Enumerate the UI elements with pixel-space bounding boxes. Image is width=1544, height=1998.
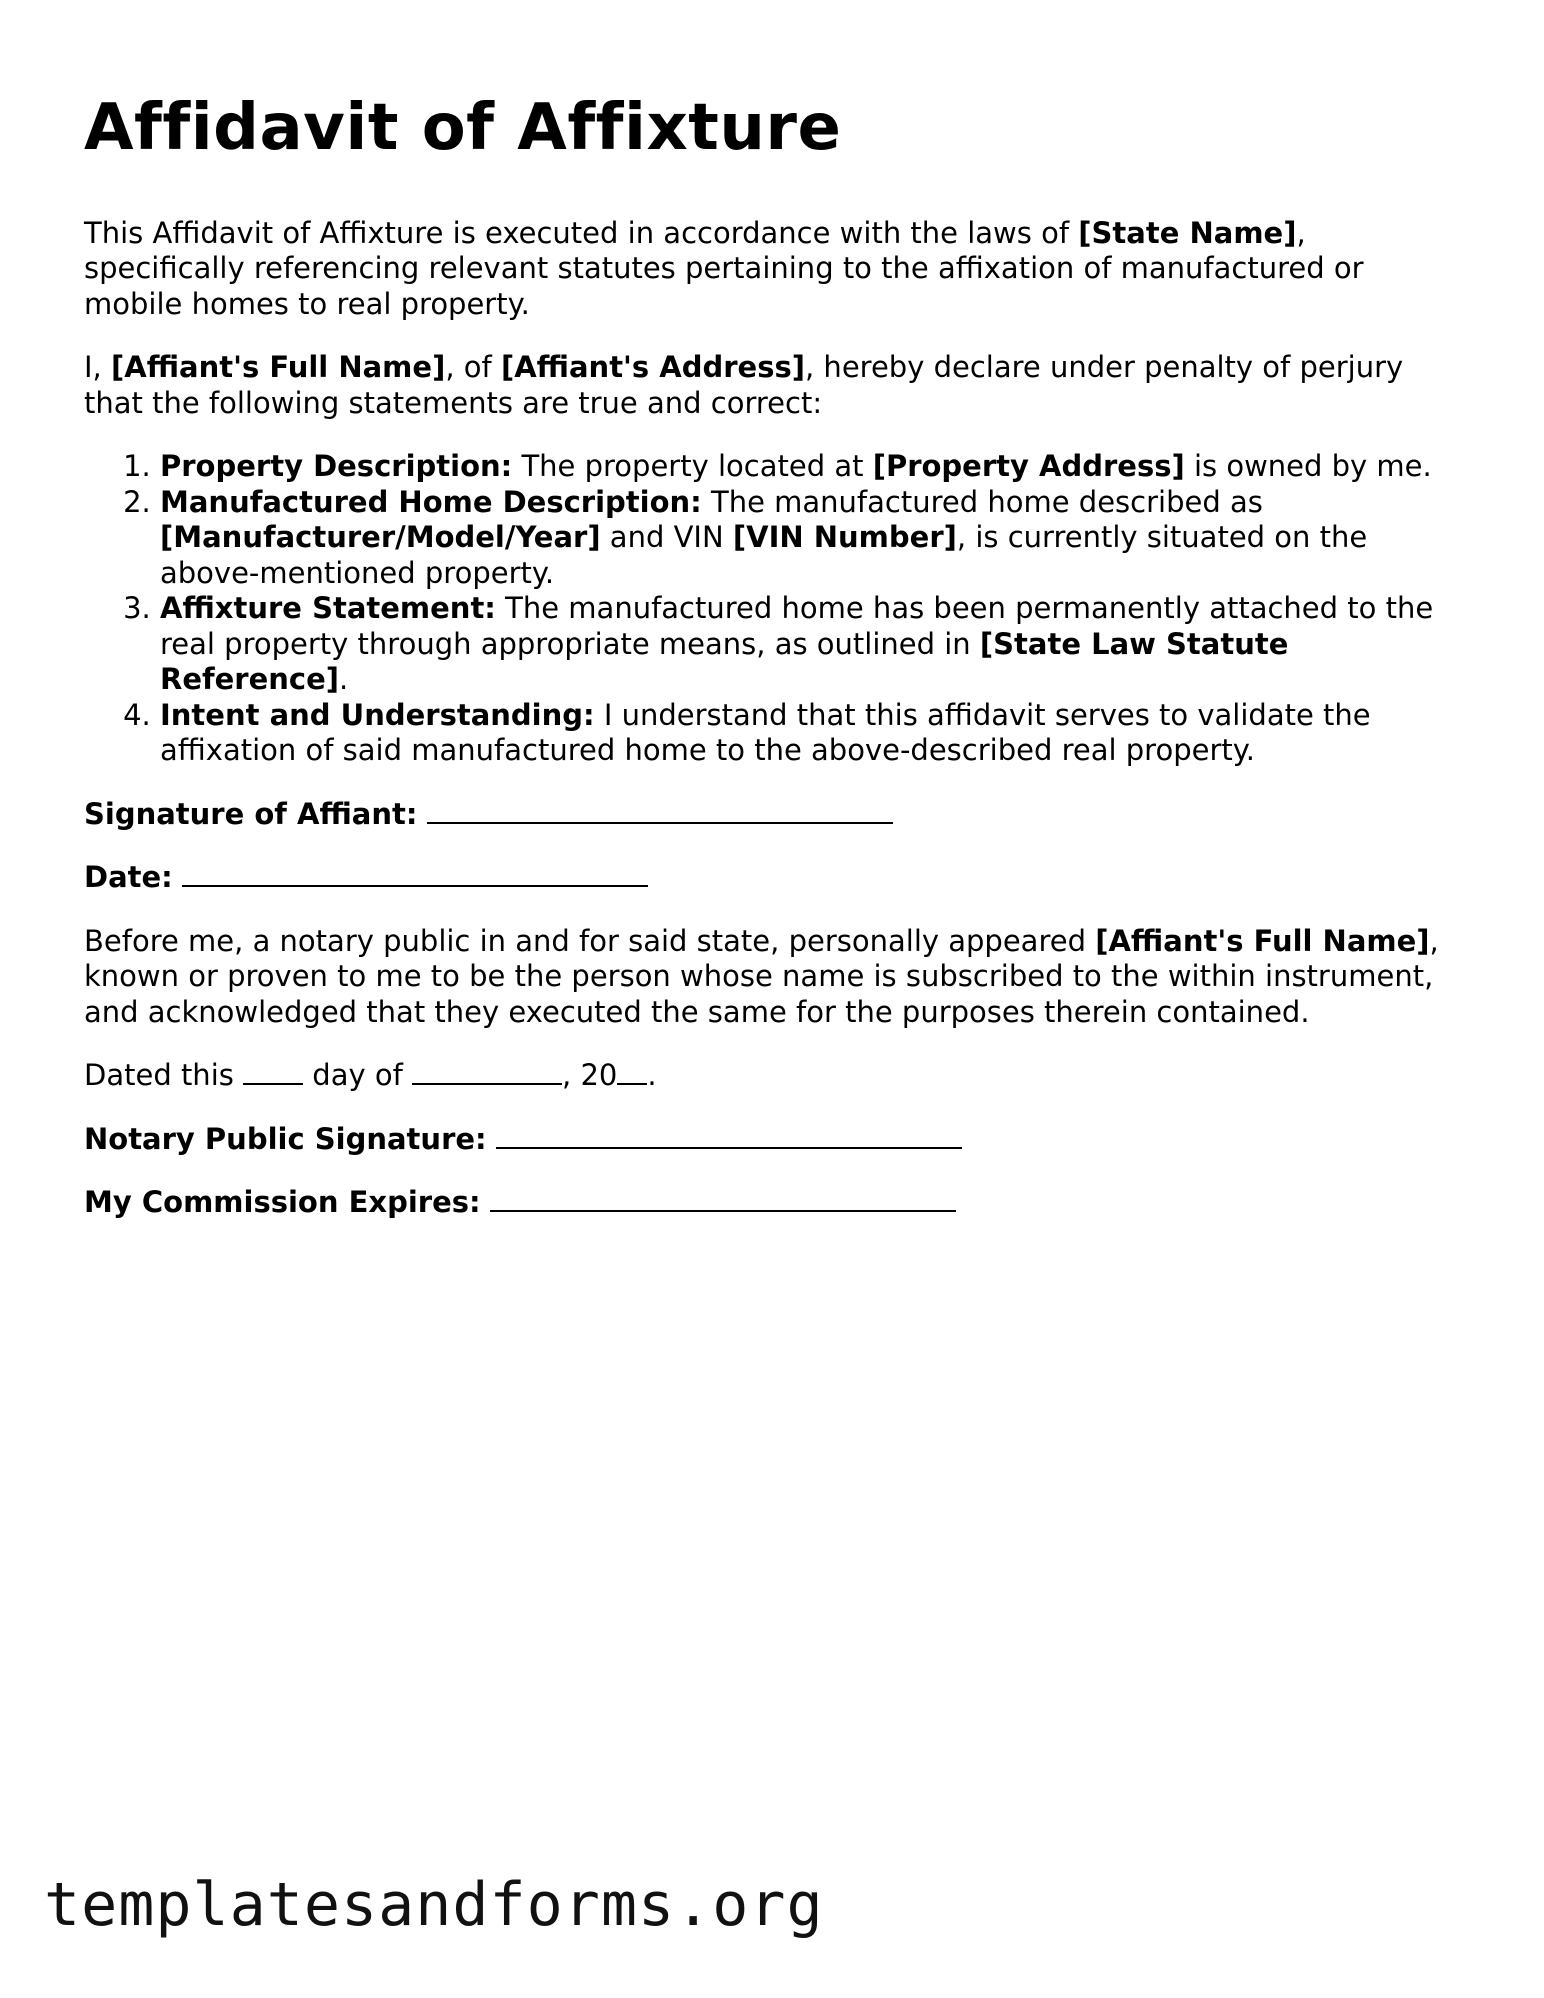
declaration-paragraph [84, 350, 1464, 421]
dated-text: , 20 [562, 1058, 618, 1093]
dated-text: day of [303, 1058, 413, 1093]
declaration-text: I, [84, 350, 111, 385]
date-line [84, 860, 1464, 896]
property-address-placeholder: [Property Address] [872, 449, 1185, 484]
affiant-signature-label: Signature of Affiant: [84, 796, 418, 831]
affiant-signature-line [84, 797, 1464, 833]
statements-list [84, 449, 1464, 769]
statement-item [160, 591, 1464, 698]
day-field[interactable] [243, 1083, 303, 1085]
statement-label: Intent and Understanding: [160, 697, 595, 732]
vin-placeholder: [VIN Number] [732, 520, 957, 555]
notary-signature-label: Notary Public Signature: [84, 1121, 487, 1156]
intro-text-cont: , specifically referencing relevant statutes pertaining to the affixation of manufactured or mobile homes to real property. [84, 215, 1364, 321]
dated-text: Dated this [84, 1058, 244, 1093]
affiant-signature-field[interactable] [427, 822, 893, 824]
statement-text: . [339, 662, 349, 697]
statement-text: is owned by me. [1184, 449, 1432, 484]
notary-text: Before me, a notary public in and for said state, personally appeared [84, 923, 1096, 958]
commission-field[interactable] [490, 1210, 956, 1212]
declaration-text-cont: , hereby declare under penalty of perjury that the following statements are true and correct: [84, 350, 1404, 420]
statute-placeholder: [State Law Statute Reference] [160, 626, 1289, 697]
document-page [84, 92, 1464, 1249]
year-field[interactable] [617, 1083, 647, 1085]
statement-label: Manufactured Home Description: [160, 484, 702, 519]
dated-line [84, 1058, 1464, 1094]
statement-text: I understand that this affidavit serves to validate the affixation of said manufactured home to the above-described real property. [160, 697, 1371, 768]
notary-signature-field[interactable] [496, 1147, 962, 1149]
statement-label: Property Description: [160, 449, 513, 484]
statement-item [160, 698, 1464, 769]
notary-signature-line [84, 1122, 1464, 1158]
affiant-name-placeholder: [Affiant's Full Name] [111, 350, 446, 385]
dated-text: . [647, 1058, 657, 1093]
affiant-address-placeholder: [Affiant's Address] [500, 350, 805, 385]
statement-item [160, 449, 1464, 485]
statement-text: The manufactured home described as [701, 484, 1263, 519]
statement-text: The property located at [512, 449, 873, 484]
watermark: templatesandforms.org [44, 1870, 824, 1940]
commission-line [84, 1185, 1464, 1221]
statement-text: and VIN [600, 520, 733, 555]
commission-label: My Commission Expires: [84, 1185, 481, 1220]
document-title: Affidavit of Affixture [84, 91, 842, 165]
statement-text: , is currently situated on the above-mentioned property. [160, 520, 1368, 590]
state-name-placeholder: [State Name] [1078, 215, 1297, 250]
statement-text: The manufactured home has been permanently attached to the real property through appropriate means, as outlined in [160, 591, 1434, 661]
notary-affiant-name-placeholder: [Affiant's Full Name] [1095, 923, 1430, 958]
statement-item [160, 485, 1464, 592]
month-field[interactable] [412, 1083, 562, 1085]
intro-text: This Affidavit of Affixture is executed in accordance with the laws of [84, 215, 1079, 250]
notary-paragraph [84, 924, 1464, 1031]
intro-paragraph [84, 216, 1464, 323]
notary-text-cont: , known or proven to me to be the person whose name is subscribed to the within instrument, and acknowledged that they executed the same for the purposes therein contained. [84, 923, 1439, 1029]
date-label: Date: [84, 860, 173, 895]
date-field[interactable] [182, 885, 648, 887]
statement-label: Affixture Statement: [160, 591, 496, 626]
declaration-text-of: , of [445, 350, 501, 385]
model-placeholder: [Manufacturer/Model/Year] [160, 520, 601, 555]
